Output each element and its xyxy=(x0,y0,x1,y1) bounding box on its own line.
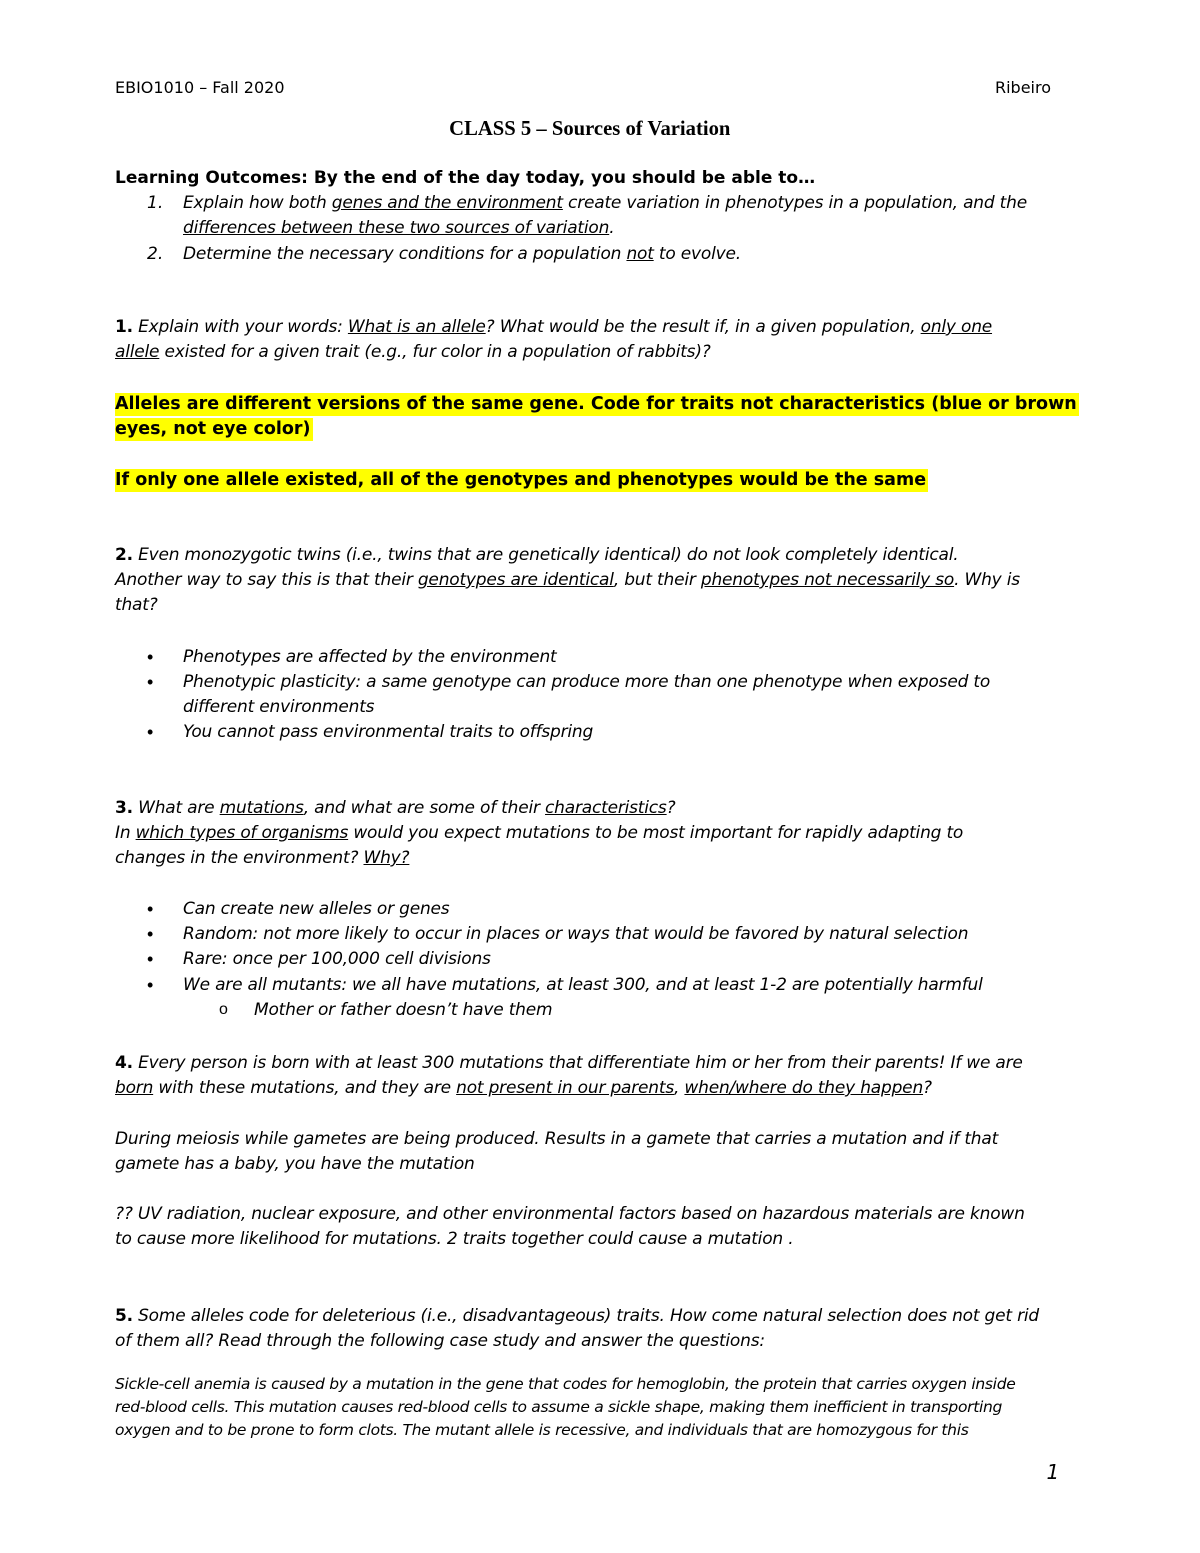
question-3-line-3: changes in the environment? Why? xyxy=(115,848,410,868)
q2-bullet-2: Phenotypic plasticity: a same genotype can produce more than one phenotype when exposed to xyxy=(183,672,991,692)
author-header: Ribeiro xyxy=(994,78,1051,97)
question-1-line-2: allele existed for a given trait (e.g., fur color in a population of rabbits)? xyxy=(115,342,711,362)
page-number: 1 xyxy=(1046,1460,1059,1484)
question-5-line-2: of them all? Read through the following case study and answer the questions: xyxy=(115,1331,765,1351)
outcome-1-line-1: Explain how both genes and the environment create variation in phenotypes in a population, and the xyxy=(183,193,1027,213)
question-4-line-2: born with these mutations, and they are not present in our parents, when/where do they happen? xyxy=(115,1078,932,1098)
question-2-line-1: 2. Even monozygotic twins (i.e., twins that are genetically identical) do not look completely identical. xyxy=(115,545,959,565)
question-1-line-1: 1. Explain with your words: What is an allele? What would be the result if, in a given population, only one xyxy=(115,317,993,337)
answer-4a-line-1: During meiosis while gametes are being produced. Results in a gamete that carries a mutation and if that xyxy=(115,1129,999,1149)
outcome-2: Determine the necessary conditions for a population not to evolve. xyxy=(183,244,741,264)
question-2-line-3: that? xyxy=(115,595,158,615)
q2-bullet-1: Phenotypes are affected by the environment xyxy=(183,647,557,667)
q3-bullet-4: We are all mutants: we all have mutations, at least 300, and at least 1-2 are potentially harmful xyxy=(183,975,983,995)
sub-bullet-icon: o xyxy=(219,1001,228,1018)
question-5-line-1: 5. Some alleles code for deleterious (i.e., disadvantageous) traits. How come natural selection does not get rid xyxy=(115,1306,1039,1326)
q2-bullet-2-cont: different environments xyxy=(183,697,375,717)
q2-bullet-3: You cannot pass environmental traits to offspring xyxy=(183,722,594,742)
bullet-icon: • xyxy=(147,924,154,944)
bullet-icon: • xyxy=(147,949,154,969)
question-2-line-2: Another way to say this is that their genotypes are identical, but their phenotypes not necessarily so. Why is xyxy=(115,570,1020,590)
course-header: EBIO1010 – Fall 2020 xyxy=(115,78,285,97)
answer-1a-line-1: Alleles are different versions of the same gene. Code for traits not characteristics (blue or brown xyxy=(115,394,1077,414)
answer-4a-line-2: gamete has a baby, you have the mutation xyxy=(115,1154,475,1174)
case-study-line-3: oxygen and to be prone to form clots. The mutant allele is recessive, and individuals that are homozygous for this xyxy=(115,1421,969,1439)
q3-bullet-3: Rare: once per 100,000 cell divisions xyxy=(183,949,491,969)
question-4-line-1: 4. Every person is born with at least 300 mutations that differentiate him or her from their parents! If we are xyxy=(115,1053,1023,1073)
outcome-1-line-2: differences between these two sources of variation. xyxy=(183,218,615,238)
bullet-icon: • xyxy=(147,975,154,995)
answer-1b: If only one allele existed, all of the genotypes and phenotypes would be the same xyxy=(115,470,927,490)
bullet-icon: • xyxy=(147,647,154,667)
case-study-line-1: Sickle-cell anemia is caused by a mutation in the gene that codes for hemoglobin, the protein that carries oxygen inside xyxy=(115,1375,1016,1393)
question-3-line-2: In which types of organisms would you expect mutations to be most important for rapidly adapting to xyxy=(115,823,964,843)
outcome-number-1: 1. xyxy=(147,193,164,213)
outcome-number-2: 2. xyxy=(147,244,164,264)
q3-bullet-1: Can create new alleles or genes xyxy=(183,899,450,919)
page-title: CLASS 5 – Sources of Variation xyxy=(449,116,731,140)
answer-4b-line-1: ?? UV radiation, nuclear exposure, and other environmental factors based on hazardous materials are known xyxy=(115,1204,1025,1224)
bullet-icon: • xyxy=(147,722,154,742)
q3-bullet-2: Random: not more likely to occur in places or ways that would be favored by natural selection xyxy=(183,924,969,944)
q3-sub-bullet: Mother or father doesn’t have them xyxy=(254,1000,553,1020)
answer-1a-line-2: eyes, not eye color) xyxy=(115,419,311,439)
bullet-icon: • xyxy=(147,899,154,919)
learning-outcomes-intro: Learning Outcomes: By the end of the day today, you should be able to… xyxy=(115,168,816,188)
question-3-line-1: 3. What are mutations, and what are some of their characteristics? xyxy=(115,798,676,818)
case-study-line-2: red-blood cells. This mutation causes red-blood cells to assume a sickle shape, making them inefficient in transporting xyxy=(115,1398,1003,1416)
bullet-icon: • xyxy=(147,672,154,692)
answer-4b-line-2: to cause more likelihood for mutations. 2 traits together could cause a mutation . xyxy=(115,1229,794,1249)
